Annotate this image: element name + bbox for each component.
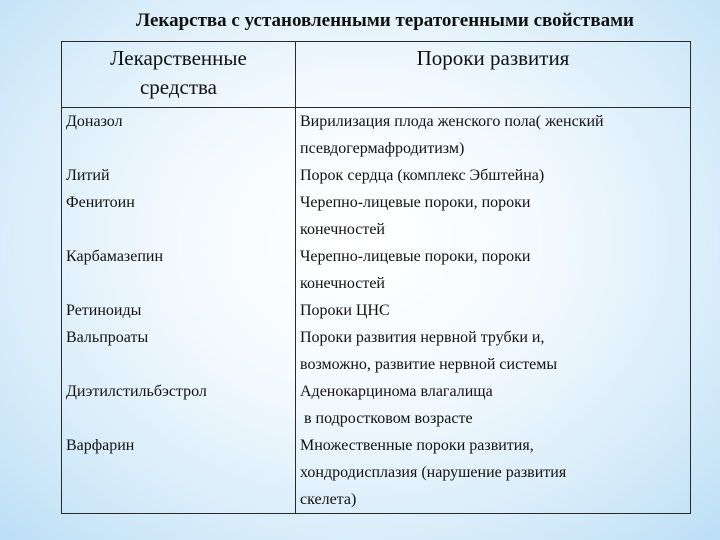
header-defects-line: Пороки развития	[416, 46, 570, 70]
teratogenic-drugs-table	[61, 41, 691, 514]
drug-name: Доназол	[66, 113, 123, 130]
defect-line: хондродисплазия (нарушение развития	[300, 464, 567, 481]
defect-line: Аденокарцинома влагалища	[300, 383, 493, 400]
header-defects	[296, 42, 691, 108]
table-row	[62, 243, 691, 297]
defect-line: псевдогермафродитизм)	[300, 140, 465, 157]
header-drugs-line: Лекарственные	[110, 46, 247, 70]
defect-cell	[296, 378, 691, 432]
drug-cell	[62, 108, 296, 163]
drug-name: Вальпроаты	[66, 329, 149, 346]
defect-line: Порок сердца (комплекс Эбштейна)	[300, 167, 545, 184]
defect-line: Множественные пороки развития,	[300, 437, 534, 454]
defect-cell	[296, 189, 691, 243]
table-row	[62, 432, 691, 514]
defect-line: конечностей	[300, 275, 385, 292]
drug-name: Фенитоин	[66, 194, 135, 211]
defect-cell	[296, 432, 691, 514]
defect-cell	[296, 162, 691, 189]
table-row	[62, 324, 691, 378]
drug-cell	[62, 297, 296, 324]
drug-name: Диэтилстильбэстрол	[66, 383, 207, 400]
defect-cell	[296, 108, 691, 163]
defect-cell	[296, 324, 691, 378]
defect-line: Черепно-лицевые пороки, пороки	[300, 248, 531, 265]
defect-line: Пороки ЦНС	[300, 302, 390, 319]
drug-name: Варфарин	[66, 437, 135, 454]
table-row	[62, 378, 691, 432]
drug-cell	[62, 324, 296, 378]
drug-cell	[62, 378, 296, 432]
drug-cell	[62, 162, 296, 189]
table-row	[62, 162, 691, 189]
drug-cell	[62, 432, 296, 514]
defect-line: возможно, развитие нервной системы	[300, 356, 558, 373]
drug-name: Литий	[66, 167, 110, 184]
defect-line: скелета)	[300, 491, 357, 508]
drug-name: Ретиноиды	[66, 302, 142, 319]
drug-name: Карбамазепин	[66, 248, 164, 265]
table-row	[62, 108, 691, 163]
defect-line: Вирилизация плода женского пола( женский	[300, 113, 604, 130]
table-row	[62, 189, 691, 243]
defect-line: в подростковом возрасте	[304, 410, 473, 427]
table-header-row	[62, 42, 691, 108]
defect-cell	[296, 243, 691, 297]
slide-title: Лекарства с установленными тератогенными свойствами	[135, 10, 635, 31]
defect-line: Пороки развития нервной трубки и,	[300, 329, 545, 346]
header-drugs-line: средства	[139, 75, 217, 99]
drug-cell	[62, 189, 296, 243]
defect-line: Черепно-лицевые пороки, пороки	[300, 194, 531, 211]
table-row	[62, 297, 691, 324]
header-drugs	[62, 42, 296, 108]
defect-cell	[296, 297, 691, 324]
defect-line: конечностей	[300, 221, 385, 238]
drug-cell	[62, 243, 296, 297]
